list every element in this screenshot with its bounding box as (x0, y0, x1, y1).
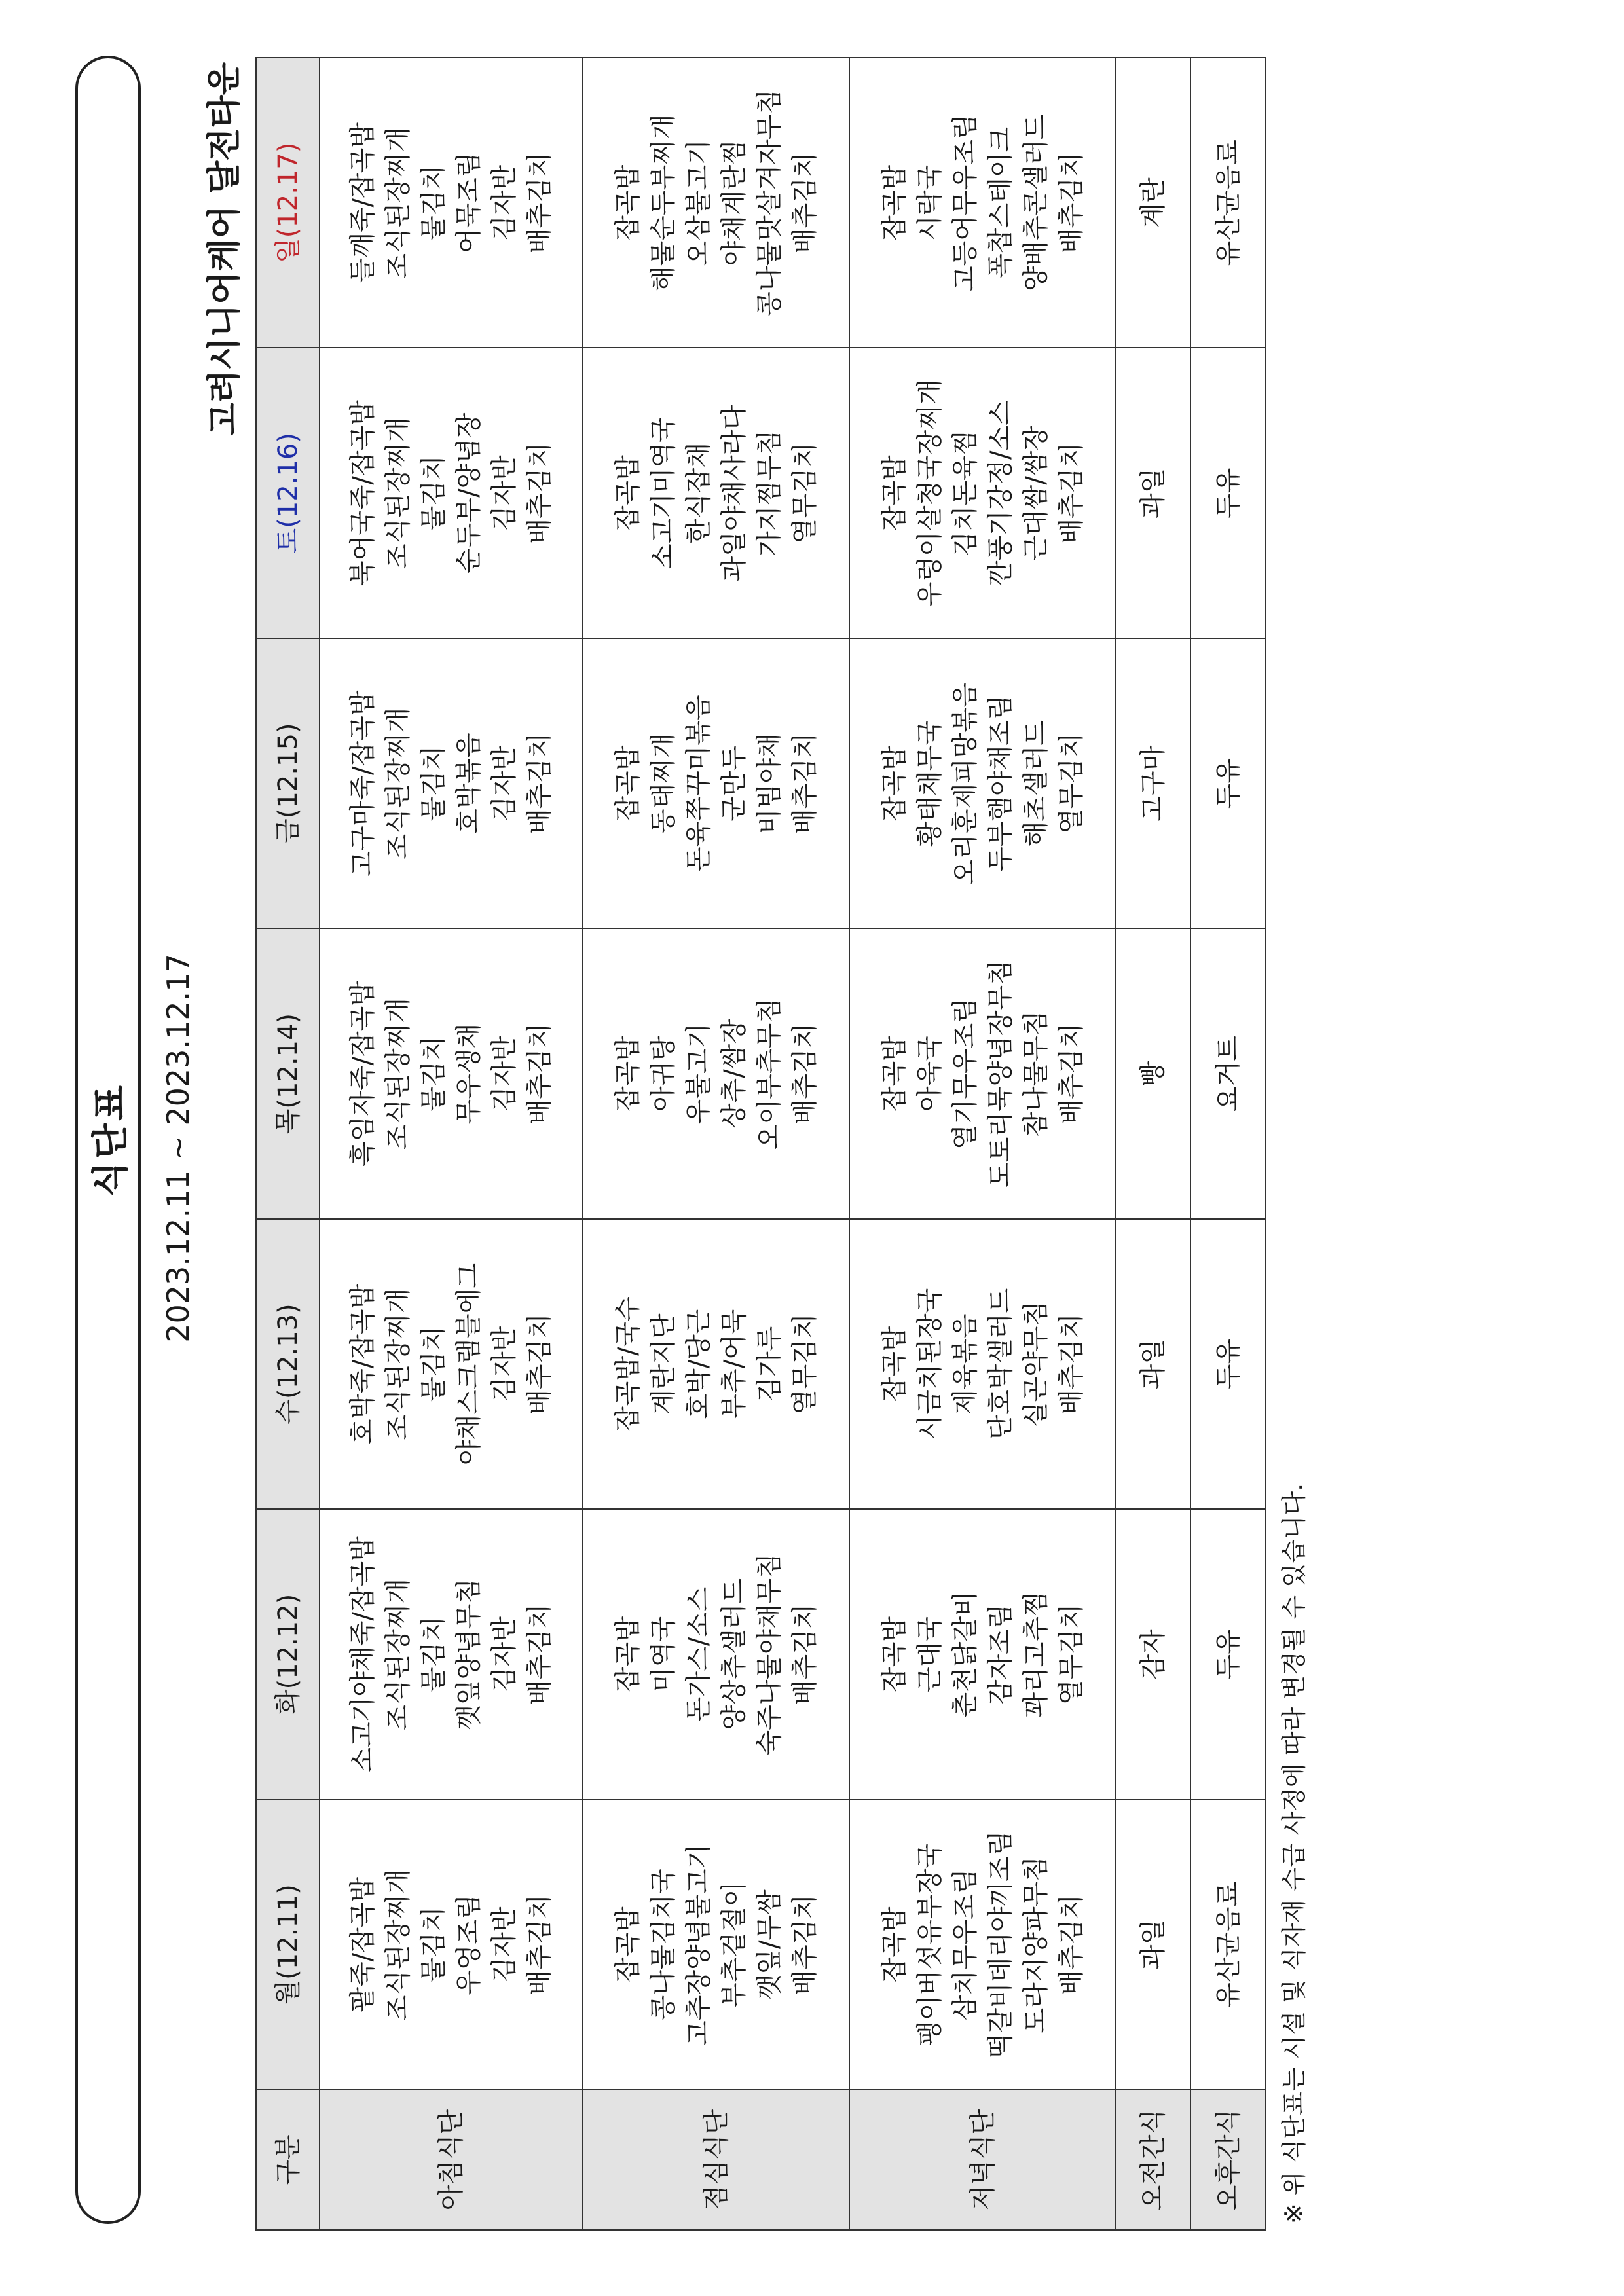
day-header-fri: 금(12.15) (256, 638, 320, 928)
menu-item: 상추/쌈장 (718, 1019, 749, 1129)
menu-item: 제육볶음 (950, 1313, 980, 1415)
menu-item: 고등어무우조림 (950, 114, 980, 291)
menu-item: 열무김치 (789, 442, 820, 544)
facility-name: 고려시니어케어 달전타운 (205, 62, 244, 436)
menu-item: 단호박샐러드 (985, 1288, 1016, 1440)
menu-item: 군만두 (718, 745, 749, 822)
menu-item: 해초샐러드 (1020, 720, 1051, 847)
row-afternoon-snack (1190, 58, 1266, 2230)
menu-cell (320, 1509, 583, 1799)
menu-item: 소고기야채죽/잡곡밥 (348, 1536, 378, 1773)
menu-item: 유산균음료 (1213, 139, 1244, 266)
menu-item: 참나물무침 (1020, 1010, 1051, 1137)
menu-cell (1190, 638, 1266, 928)
menu-item: 잡곡밥/국수 (612, 1296, 643, 1432)
menu-item: 부추겉절이 (718, 1881, 749, 2008)
row-dinner (849, 58, 1116, 2230)
menu-item: 깻잎양념무침 (454, 1578, 484, 1730)
menu-item: 호박볶음 (454, 733, 484, 834)
menu-item: 깻잎/무쌈 (754, 1889, 784, 2000)
menu-item: 유산균음료 (1213, 1881, 1244, 2008)
menu-cell (1190, 928, 1266, 1218)
menu-item: 배추김치 (525, 733, 555, 834)
day-header-sat: 토(12.16) (256, 348, 320, 638)
menu-item: 시락국 (914, 164, 945, 241)
day-header-sun: 일(12.17) (256, 58, 320, 348)
menu-item: 오리훈제피망볶음 (950, 682, 980, 885)
menu-cell (849, 1509, 1116, 1799)
menu-cell (849, 638, 1116, 928)
menu-cell (320, 348, 583, 638)
menu-cell (320, 928, 583, 1218)
menu-item: 삼치무우조림 (950, 1868, 980, 2021)
footnote: ※ 위 식단표는 시설 및 식자재 수급 사정에 따라 변경될 수 있습니다. (1280, 1483, 1308, 2224)
row-breakfast (320, 58, 583, 2230)
day-header-thu: 목(12.14) (256, 928, 320, 1218)
menu-cell (1116, 58, 1190, 348)
menu-item: 김자반 (489, 745, 519, 822)
menu-item: 조식된장찌개 (383, 1578, 413, 1730)
menu-item: 조식된장찌개 (383, 707, 413, 860)
menu-item: 김자반 (489, 1906, 519, 1983)
menu-item: 배추김치 (525, 442, 555, 544)
menu-item: 배추김치 (525, 1313, 555, 1415)
menu-item: 계란지단 (648, 1313, 678, 1415)
menu-cell (583, 1509, 849, 1799)
header-label: 구분 (256, 2090, 320, 2230)
menu-item: 열무김치 (1056, 733, 1086, 834)
menu-item: 김치돈육찜 (950, 429, 980, 556)
menu-item: 배추김치 (525, 1603, 555, 1705)
menu-cell (849, 348, 1116, 638)
menu-cell (1116, 1800, 1190, 2090)
menu-item: 배추김치 (525, 152, 555, 254)
menu-item: 잡곡밥 (612, 745, 643, 822)
menu-item: 배추김치 (1056, 1023, 1086, 1125)
menu-item: 감자 (1138, 1629, 1168, 1680)
menu-item: 실곤약무침 (1020, 1300, 1051, 1428)
menu-item: 콩나물맛살겨자무침 (754, 88, 784, 317)
row-label: 오후간식 (1190, 2090, 1266, 2230)
menu-item: 깐풍기강정/소스 (985, 400, 1016, 587)
menu-cell (1190, 58, 1266, 348)
menu-item: 조식된장찌개 (383, 1868, 413, 2021)
day-header-tue: 화(12.12) (256, 1509, 320, 1799)
menu-item: 김가루 (754, 1326, 784, 1402)
menu-cell (320, 1219, 583, 1509)
menu-cell (583, 1800, 849, 2090)
menu-item: 김자반 (489, 455, 519, 532)
menu-item: 두유 (1213, 1338, 1244, 1390)
menu-item: 부추/어묵 (718, 1309, 749, 1419)
menu-item: 숙주나물야채무침 (754, 1553, 784, 1756)
menu-item: 배추김치 (1056, 152, 1086, 254)
menu-item: 잡곡밥 (879, 1906, 910, 1983)
menu-item: 콩나물김치국 (648, 1868, 678, 2021)
menu-item: 물김치 (418, 1616, 449, 1692)
row-label: 점심식단 (583, 2090, 849, 2230)
menu-item: 해물순두부찌개 (648, 114, 678, 291)
menu-item: 순두부/양념장 (454, 412, 484, 574)
menu-cell (1116, 1509, 1190, 1799)
menu-item: 고구마 (1138, 745, 1168, 822)
menu-cell (849, 1800, 1116, 2090)
menu-cell (320, 638, 583, 928)
menu-item: 두유 (1213, 757, 1244, 809)
menu-cell (320, 58, 583, 348)
menu-table (255, 57, 1266, 2231)
menu-cell (1116, 638, 1190, 928)
menu-item: 아욱국 (914, 1036, 945, 1112)
menu-item: 배추김치 (525, 1023, 555, 1125)
menu-item: 열무김치 (789, 1313, 820, 1415)
menu-item: 시금치된장국 (914, 1288, 945, 1440)
menu-item: 두유 (1213, 1629, 1244, 1680)
menu-item: 우렁이살청국장찌개 (914, 379, 945, 608)
menu-item: 배추김치 (525, 1894, 555, 1995)
menu-item: 들깨죽/잡곡밥 (348, 122, 378, 283)
menu-item: 흑임자죽/잡곡밥 (348, 981, 378, 1167)
title-banner (75, 56, 141, 2224)
menu-item: 근대국 (914, 1616, 945, 1692)
menu-item: 빵 (1138, 1061, 1168, 1087)
menu-cell (849, 1219, 1116, 1509)
menu-item: 배추김치 (789, 733, 820, 834)
menu-item: 열기무우조림 (950, 998, 980, 1150)
menu-item: 돈가스/소스 (683, 1586, 714, 1722)
menu-item: 양배추콘샐러드 (1020, 114, 1051, 291)
menu-cell (1190, 1800, 1266, 2090)
menu-item: 한식잡채 (683, 442, 714, 544)
day-header-wed: 수(12.13) (256, 1219, 320, 1509)
menu-item: 조식된장찌개 (383, 417, 413, 570)
menu-cell (320, 1800, 583, 2090)
menu-item: 호박/당근 (683, 1309, 714, 1419)
menu-item: 야채스크램블에그 (454, 1262, 484, 1466)
menu-cell (1116, 1219, 1190, 1509)
menu-item: 물김치 (418, 455, 449, 532)
menu-item: 잡곡밥 (612, 164, 643, 241)
row-lunch (583, 58, 849, 2230)
menu-item: 배추김치 (789, 152, 820, 254)
menu-item: 과일 (1138, 467, 1168, 519)
menu-item: 아귀탕 (648, 1036, 678, 1112)
menu-item: 잡곡밥 (612, 1036, 643, 1112)
menu-item: 배추김치 (1056, 1894, 1086, 1995)
row-label: 아침식단 (320, 2090, 583, 2230)
menu-cell (1190, 348, 1266, 638)
menu-cell (583, 928, 849, 1218)
menu-item: 조식된장찌개 (383, 998, 413, 1150)
menu-item: 계란 (1138, 177, 1168, 228)
menu-item: 고추장양념불고기 (683, 1843, 714, 2046)
menu-item: 김자반 (489, 164, 519, 241)
menu-item: 김자반 (489, 1616, 519, 1692)
menu-item: 김자반 (489, 1326, 519, 1402)
menu-item: 두부햄야채조림 (985, 695, 1016, 872)
menu-cell (583, 1219, 849, 1509)
menu-item: 잡곡밥 (612, 1906, 643, 1983)
row-label: 저녁식단 (849, 2090, 1116, 2230)
day-header-mon: 월(12.11) (256, 1800, 320, 2090)
menu-item: 고구마죽/잡곡밥 (348, 690, 378, 877)
menu-item: 요거트 (1213, 1036, 1244, 1112)
menu-item: 양상추샐러드 (718, 1578, 749, 1730)
menu-item: 가지찜무침 (754, 429, 784, 556)
row-label: 오전간식 (1116, 2090, 1190, 2230)
menu-cell (1116, 928, 1190, 1218)
menu-item: 과일 (1138, 1919, 1168, 1970)
menu-item: 물김치 (418, 1036, 449, 1112)
date-range: 2023.12.11 ~ 2023.12.17 (160, 953, 196, 1343)
menu-item: 배추김치 (1056, 1313, 1086, 1415)
menu-cell (1190, 1509, 1266, 1799)
menu-item: 배추김치 (789, 1023, 820, 1125)
menu-cell (583, 58, 849, 348)
menu-cell (583, 348, 849, 638)
menu-cell (849, 928, 1116, 1218)
menu-item: 김자반 (489, 1036, 519, 1112)
page-title: 식단표 (90, 1082, 132, 1197)
menu-item: 과일야채사라다 (718, 404, 749, 582)
menu-item: 잡곡밥 (879, 1616, 910, 1692)
menu-item: 야채계란찜 (718, 139, 749, 266)
menu-item: 물김치 (418, 745, 449, 822)
menu-item: 황태채무국 (914, 720, 945, 847)
row-morning-snack (1116, 58, 1190, 2230)
menu-item: 근대쌈/쌈장 (1020, 425, 1051, 561)
menu-item: 잡곡밥 (879, 745, 910, 822)
menu-item: 꽈리고추찜 (1020, 1591, 1051, 1718)
menu-item: 잡곡밥 (612, 1616, 643, 1692)
menu-item: 팥죽/잡곡밥 (348, 1876, 378, 2013)
menu-item: 도토리묵양념장무침 (985, 960, 1016, 1188)
menu-item: 우불고기 (683, 1023, 714, 1125)
menu-cell (583, 638, 849, 928)
menu-item: 호박죽/잡곡밥 (348, 1283, 378, 1445)
menu-item: 도라지양파무침 (1020, 1856, 1051, 2033)
menu-item: 무우생채 (454, 1023, 484, 1125)
menu-item: 북어국죽/잡곡밥 (348, 400, 378, 587)
menu-item: 폭찹스테이크 (985, 126, 1016, 279)
menu-item: 오이부추무침 (754, 998, 784, 1150)
menu-item: 과일 (1138, 1338, 1168, 1390)
menu-item: 잡곡밥 (879, 164, 910, 241)
menu-item: 열무김치 (1056, 1603, 1086, 1705)
menu-item: 잡곡밥 (612, 455, 643, 532)
menu-item: 소고기미역국 (648, 417, 678, 570)
menu-item: 떡갈비데리야끼조림 (985, 1831, 1016, 2059)
menu-item: 배추김치 (1056, 442, 1086, 544)
menu-item: 오삼불고기 (683, 139, 714, 266)
menu-item: 감자조림 (985, 1603, 1016, 1705)
menu-item: 돈육쭈꾸미볶음 (683, 695, 714, 872)
menu-cell (1116, 348, 1190, 638)
menu-item: 미역국 (648, 1616, 678, 1692)
menu-item: 물김치 (418, 164, 449, 241)
menu-item: 춘천닭갈비 (950, 1591, 980, 1718)
menu-item: 두유 (1213, 467, 1244, 519)
menu-item: 물김치 (418, 1326, 449, 1402)
menu-item: 잡곡밥 (879, 1326, 910, 1402)
menu-item: 배추김치 (789, 1894, 820, 1995)
menu-item: 물김치 (418, 1906, 449, 1983)
menu-item: 잡곡밥 (879, 1036, 910, 1112)
menu-item: 어묵조림 (454, 152, 484, 254)
menu-item: 동태찌개 (648, 733, 678, 834)
menu-item: 배추김치 (789, 1603, 820, 1705)
menu-cell (849, 58, 1116, 348)
menu-cell (1190, 1219, 1266, 1509)
menu-item: 조식된장찌개 (383, 1288, 413, 1440)
menu-item: 조식된장찌개 (383, 126, 413, 279)
menu-item: 우엉조림 (454, 1894, 484, 1995)
menu-item: 비빔야채 (754, 733, 784, 834)
menu-item: 잡곡밥 (879, 455, 910, 532)
table-header-row (256, 58, 320, 2230)
menu-item: 팽이버섯유부장국 (914, 1843, 945, 2046)
